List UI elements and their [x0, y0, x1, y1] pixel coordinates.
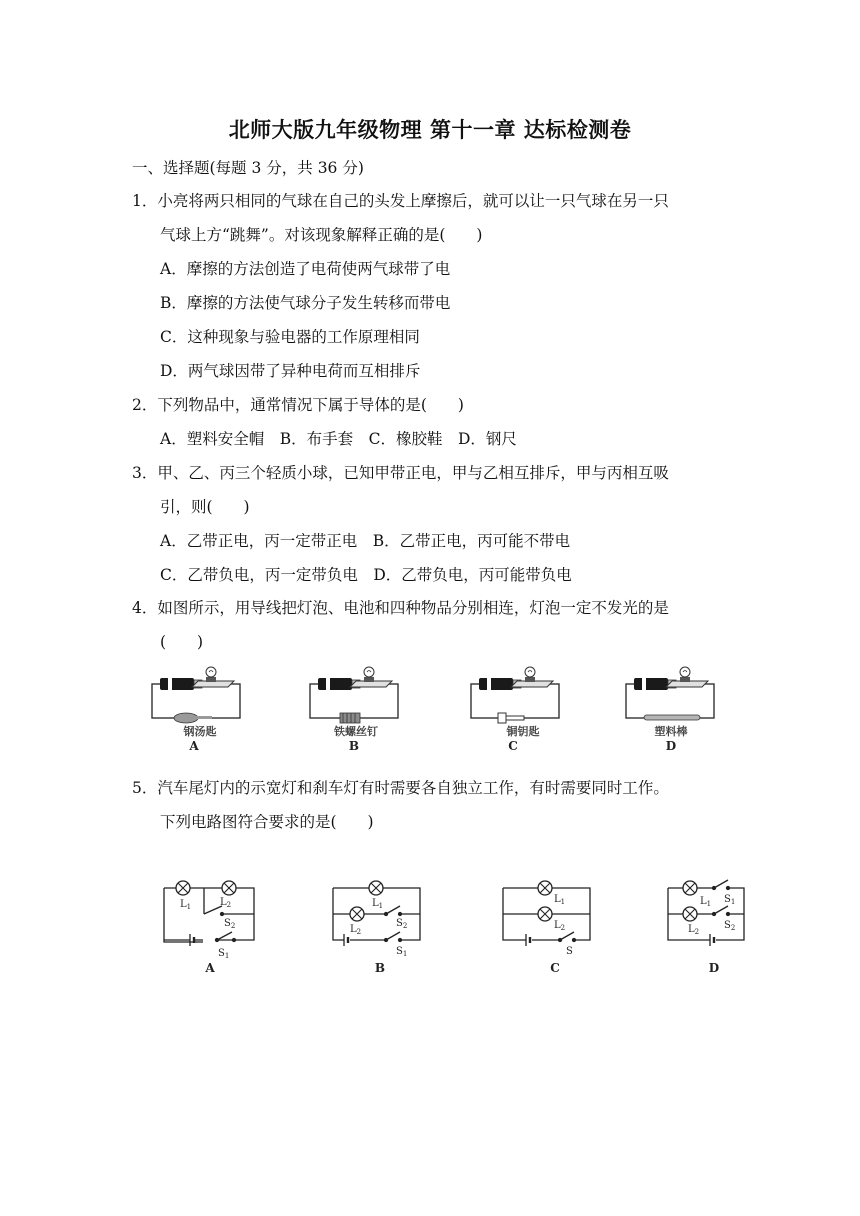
- figure-b-letter: B: [348, 739, 360, 753]
- svg-text:L1: $L_1$: [554, 894, 566, 906]
- plastic-rod-icon: [644, 715, 700, 720]
- question-3-options-ab: A．乙带正电，丙一定带正电 B．乙带正电，丙可能不带电: [160, 532, 571, 550]
- circuit-a: [164, 888, 254, 946]
- question-1-option-a: A．摩擦的方法创造了电荷使两气球带了电: [160, 260, 451, 278]
- circuit-b: [333, 888, 420, 946]
- svg-text:S2: $S_2$: [396, 918, 408, 930]
- question-5-stem-cont: 下列电路图符合要求的是( ): [160, 813, 374, 831]
- svg-text:L2: $L_2$: [220, 897, 232, 909]
- question-1-option-c: C．这种现象与验电器的工作原理相同: [160, 328, 420, 346]
- figure-c-letter: C: [508, 739, 518, 753]
- question-2-options: A．塑料安全帽 B．布手套 C．橡胶鞋 D．钢尺: [160, 430, 517, 448]
- circuit-c-letter: C: [550, 961, 560, 975]
- question-3-stem-cont: 引，则( ): [160, 498, 250, 516]
- question-1-stem: 1．小亮将两只相同的气球在自己的头发上摩擦后，就可以让一只气球在另一只: [132, 192, 669, 210]
- question-4-stem: 4．如图所示，用导线把灯泡、电池和四种物品分别相连，灯泡一定不发光的是: [132, 599, 669, 617]
- question-2-stem: 2．下列物品中，通常情况下属于导体的是( ): [132, 396, 464, 414]
- svg-text:S1: $S_1$: [724, 894, 736, 906]
- page-title: 北师大版九年级物理 第十一章 达标检测卷: [228, 118, 632, 142]
- svg-text:S: S: [566, 946, 573, 957]
- svg-text:S1: $S_1$: [396, 946, 408, 958]
- figure-c: [471, 667, 559, 753]
- question-4-figure: [130, 664, 730, 756]
- figure-b: [310, 667, 398, 753]
- svg-text:S1: $S_1$: [218, 948, 230, 960]
- circuit-d-letter: D: [708, 961, 720, 975]
- svg-text:L1: $L_1$: [700, 896, 712, 908]
- figure-a-object: 钢汤匙: [183, 725, 217, 738]
- svg-text:L2: $L_2$: [554, 920, 566, 932]
- question-1-stem-cont: 气球上方“跳舞”。对该现象解释正确的是( ): [160, 226, 483, 244]
- section-heading: 一、选择题(每题 3 分，共 36 分): [132, 159, 364, 177]
- svg-text:S2: $S_2$: [224, 918, 236, 930]
- question-5-figure: [150, 874, 770, 984]
- spoon-icon: [174, 713, 198, 723]
- figure-a-letter: A: [189, 739, 199, 753]
- svg-text:L1: $L_1$: [180, 899, 192, 911]
- svg-text:L1: $L_1$: [372, 898, 384, 910]
- question-3-stem: 3．甲、乙、丙三个轻质小球，已知甲带正电，甲与乙相互排斥，甲与丙相互吸: [132, 464, 669, 482]
- figure-c-object: 铜钥匙: [506, 725, 540, 738]
- question-5-stem: 5．汽车尾灯内的示宽灯和刹车灯有时需要各自独立工作，有时需要同时工作。: [132, 779, 669, 797]
- circuit-a-letter: A: [205, 961, 215, 975]
- key-icon: [498, 713, 506, 723]
- figure-a: [152, 667, 240, 753]
- figure-b-object: 铁螺丝钉: [334, 725, 378, 738]
- figure-d-object: 塑料棒: [654, 725, 688, 738]
- circuit-d: [668, 880, 744, 946]
- figure-d: [626, 667, 714, 753]
- circuit-b-letter: B: [374, 961, 386, 975]
- svg-text:L2: $L_2$: [688, 924, 700, 936]
- question-1-option-d: D．两气球因带了异种电荷而互相排斥: [160, 362, 421, 380]
- question-4-stem-cont: ( ): [160, 633, 204, 651]
- figure-d-letter: D: [665, 739, 677, 753]
- question-3-options-cd: C．乙带负电，丙一定带负电 D．乙带负电，丙可能带负电: [160, 566, 572, 584]
- svg-text:S2: $S_2$: [724, 920, 736, 932]
- svg-text:L2: $L_2$: [350, 924, 362, 936]
- question-1-option-b: B．摩擦的方法使气球分子发生转移而带电: [160, 294, 451, 312]
